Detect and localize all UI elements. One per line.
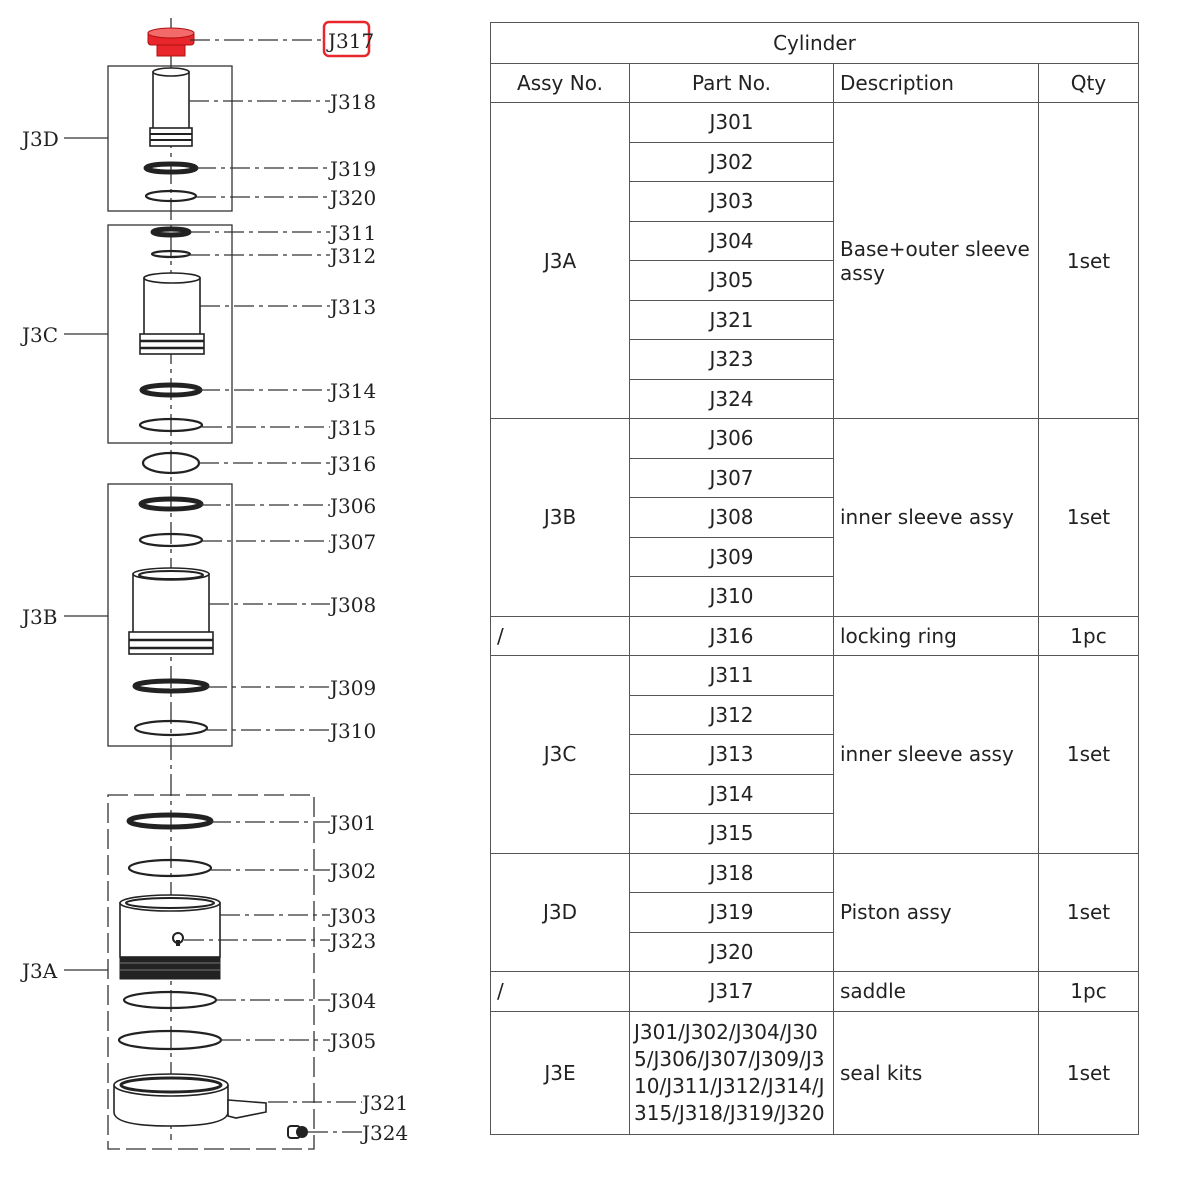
label-j303: J303: [330, 904, 377, 928]
qty-cell: 1set: [1039, 419, 1139, 617]
label-j318: J318: [330, 90, 377, 114]
label-j316: J316: [330, 452, 377, 476]
label-j319: J319: [330, 157, 377, 181]
part-j317-saddle: [148, 28, 194, 56]
part-no-cell: J306: [630, 419, 834, 459]
qty-cell: 1set: [1039, 656, 1139, 854]
description-cell: saddle: [834, 972, 1039, 1012]
description-cell: locking ring: [834, 616, 1039, 656]
part-no-cell: J324: [630, 379, 834, 419]
assy-no-cell: /: [491, 616, 630, 656]
label-j317: J317: [328, 29, 375, 53]
label-j314: J314: [330, 379, 377, 403]
assy-no-cell: J3A: [491, 103, 630, 419]
part-j313-sleeve: [140, 273, 204, 354]
part-no-cell: J312: [630, 695, 834, 735]
description-cell: Base+outer sleeve assy: [834, 103, 1039, 419]
table-row: [491, 419, 1139, 459]
header-qty: Qty: [1039, 64, 1139, 103]
part-no-cell: J315: [630, 814, 834, 854]
part-no-cell: J320: [630, 932, 834, 972]
svg-text:J3C: J3C: [22, 323, 59, 347]
table-row: [491, 656, 1139, 696]
label-j308: J308: [330, 593, 377, 617]
label-j304: J304: [330, 989, 377, 1013]
part-j318-piston: [150, 68, 192, 146]
part-no-cell: J307: [630, 458, 834, 498]
qty-cell: 1set: [1039, 1011, 1139, 1134]
part-no-cell: J301/J302/J304/J305/J306/J307/J309/J310/J311/J312/J314/J315/J318/J319/J320: [630, 1011, 834, 1134]
table-row: [491, 616, 1139, 656]
part-no-cell: J304: [630, 221, 834, 261]
part-no-cell: J305: [630, 261, 834, 301]
label-j310: J310: [330, 719, 377, 743]
label-j306: J306: [330, 494, 377, 518]
part-j311-ring: [153, 229, 189, 235]
part-no-cell: J321: [630, 300, 834, 340]
part-no-cell: J314: [630, 774, 834, 814]
parts-table-body: [491, 23, 1139, 1135]
part-no-cell: J302: [630, 142, 834, 182]
part-j301-ring: [129, 815, 211, 827]
group-label-j3b: [20, 605, 108, 629]
group-label-j3d: [20, 127, 108, 151]
svg-text:J3B: J3B: [22, 605, 58, 629]
assy-no-cell: J3D: [491, 853, 630, 972]
label-j311: J311: [330, 221, 377, 245]
label-j309: J309: [330, 676, 377, 700]
group-label-j3a: [20, 959, 108, 983]
part-no-cell: J319: [630, 893, 834, 933]
label-j312: J312: [330, 244, 377, 268]
part-no-cell: J308: [630, 498, 834, 538]
label-j305: J305: [330, 1029, 377, 1053]
part-no-cell: J316: [630, 616, 834, 656]
svg-text:J3D: J3D: [22, 127, 59, 151]
assy-no-cell: J3B: [491, 419, 630, 617]
qty-cell: 1pc: [1039, 616, 1139, 656]
part-no-cell: J309: [630, 537, 834, 577]
table-row: [491, 853, 1139, 893]
part-no-cell: J310: [630, 577, 834, 617]
label-j307: J307: [330, 530, 377, 554]
group-label-j3c: [20, 323, 108, 347]
label-j321: J321: [362, 1091, 409, 1115]
description-cell: Piston assy: [834, 853, 1039, 972]
label-j315: J315: [330, 416, 377, 440]
part-no-cell: J323: [630, 340, 834, 380]
table-row: [491, 1011, 1139, 1134]
label-j324: J324: [362, 1121, 409, 1145]
header-description: Description: [834, 64, 1039, 103]
description-cell: seal kits: [834, 1011, 1039, 1134]
table-row: [491, 972, 1139, 1012]
part-no-cell: J313: [630, 735, 834, 775]
part-no-cell: J301: [630, 103, 834, 143]
assy-no-cell: /: [491, 972, 630, 1012]
exploded-view-diagram: [0, 0, 480, 1200]
part-j303-outer-sleeve: [120, 895, 220, 979]
label-j301: J301: [330, 811, 377, 835]
header-assy-no: Assy No.: [491, 64, 630, 103]
part-j305-ring: [119, 1031, 221, 1049]
label-j302: J302: [330, 859, 377, 883]
part-j324-fitting: [288, 1126, 308, 1138]
qty-cell: 1set: [1039, 853, 1139, 972]
table-row: [491, 103, 1139, 143]
parts-table: [490, 22, 1139, 1135]
description-cell: inner sleeve assy: [834, 656, 1039, 854]
assy-no-cell: J3C: [491, 656, 630, 854]
part-no-cell: J303: [630, 182, 834, 222]
table-title: Cylinder: [491, 23, 1139, 64]
part-j304-ring: [124, 992, 216, 1008]
label-j313: J313: [330, 295, 377, 319]
part-no-cell: J318: [630, 853, 834, 893]
part-j302-ring: [129, 860, 211, 876]
table-header-row: [491, 64, 1139, 103]
label-j323: J323: [330, 929, 377, 953]
description-cell: inner sleeve assy: [834, 419, 1039, 617]
qty-cell: 1pc: [1039, 972, 1139, 1012]
part-no-cell: J317: [630, 972, 834, 1012]
qty-cell: 1set: [1039, 103, 1139, 419]
part-no-cell: J311: [630, 656, 834, 696]
part-j321-base: [114, 1074, 266, 1126]
part-j308-inner-sleeve: [129, 568, 213, 654]
assy-no-cell: J3E: [491, 1011, 630, 1134]
svg-text:J3A: J3A: [22, 959, 58, 983]
header-part-no: Part No.: [630, 64, 834, 103]
label-j320: J320: [330, 186, 377, 210]
